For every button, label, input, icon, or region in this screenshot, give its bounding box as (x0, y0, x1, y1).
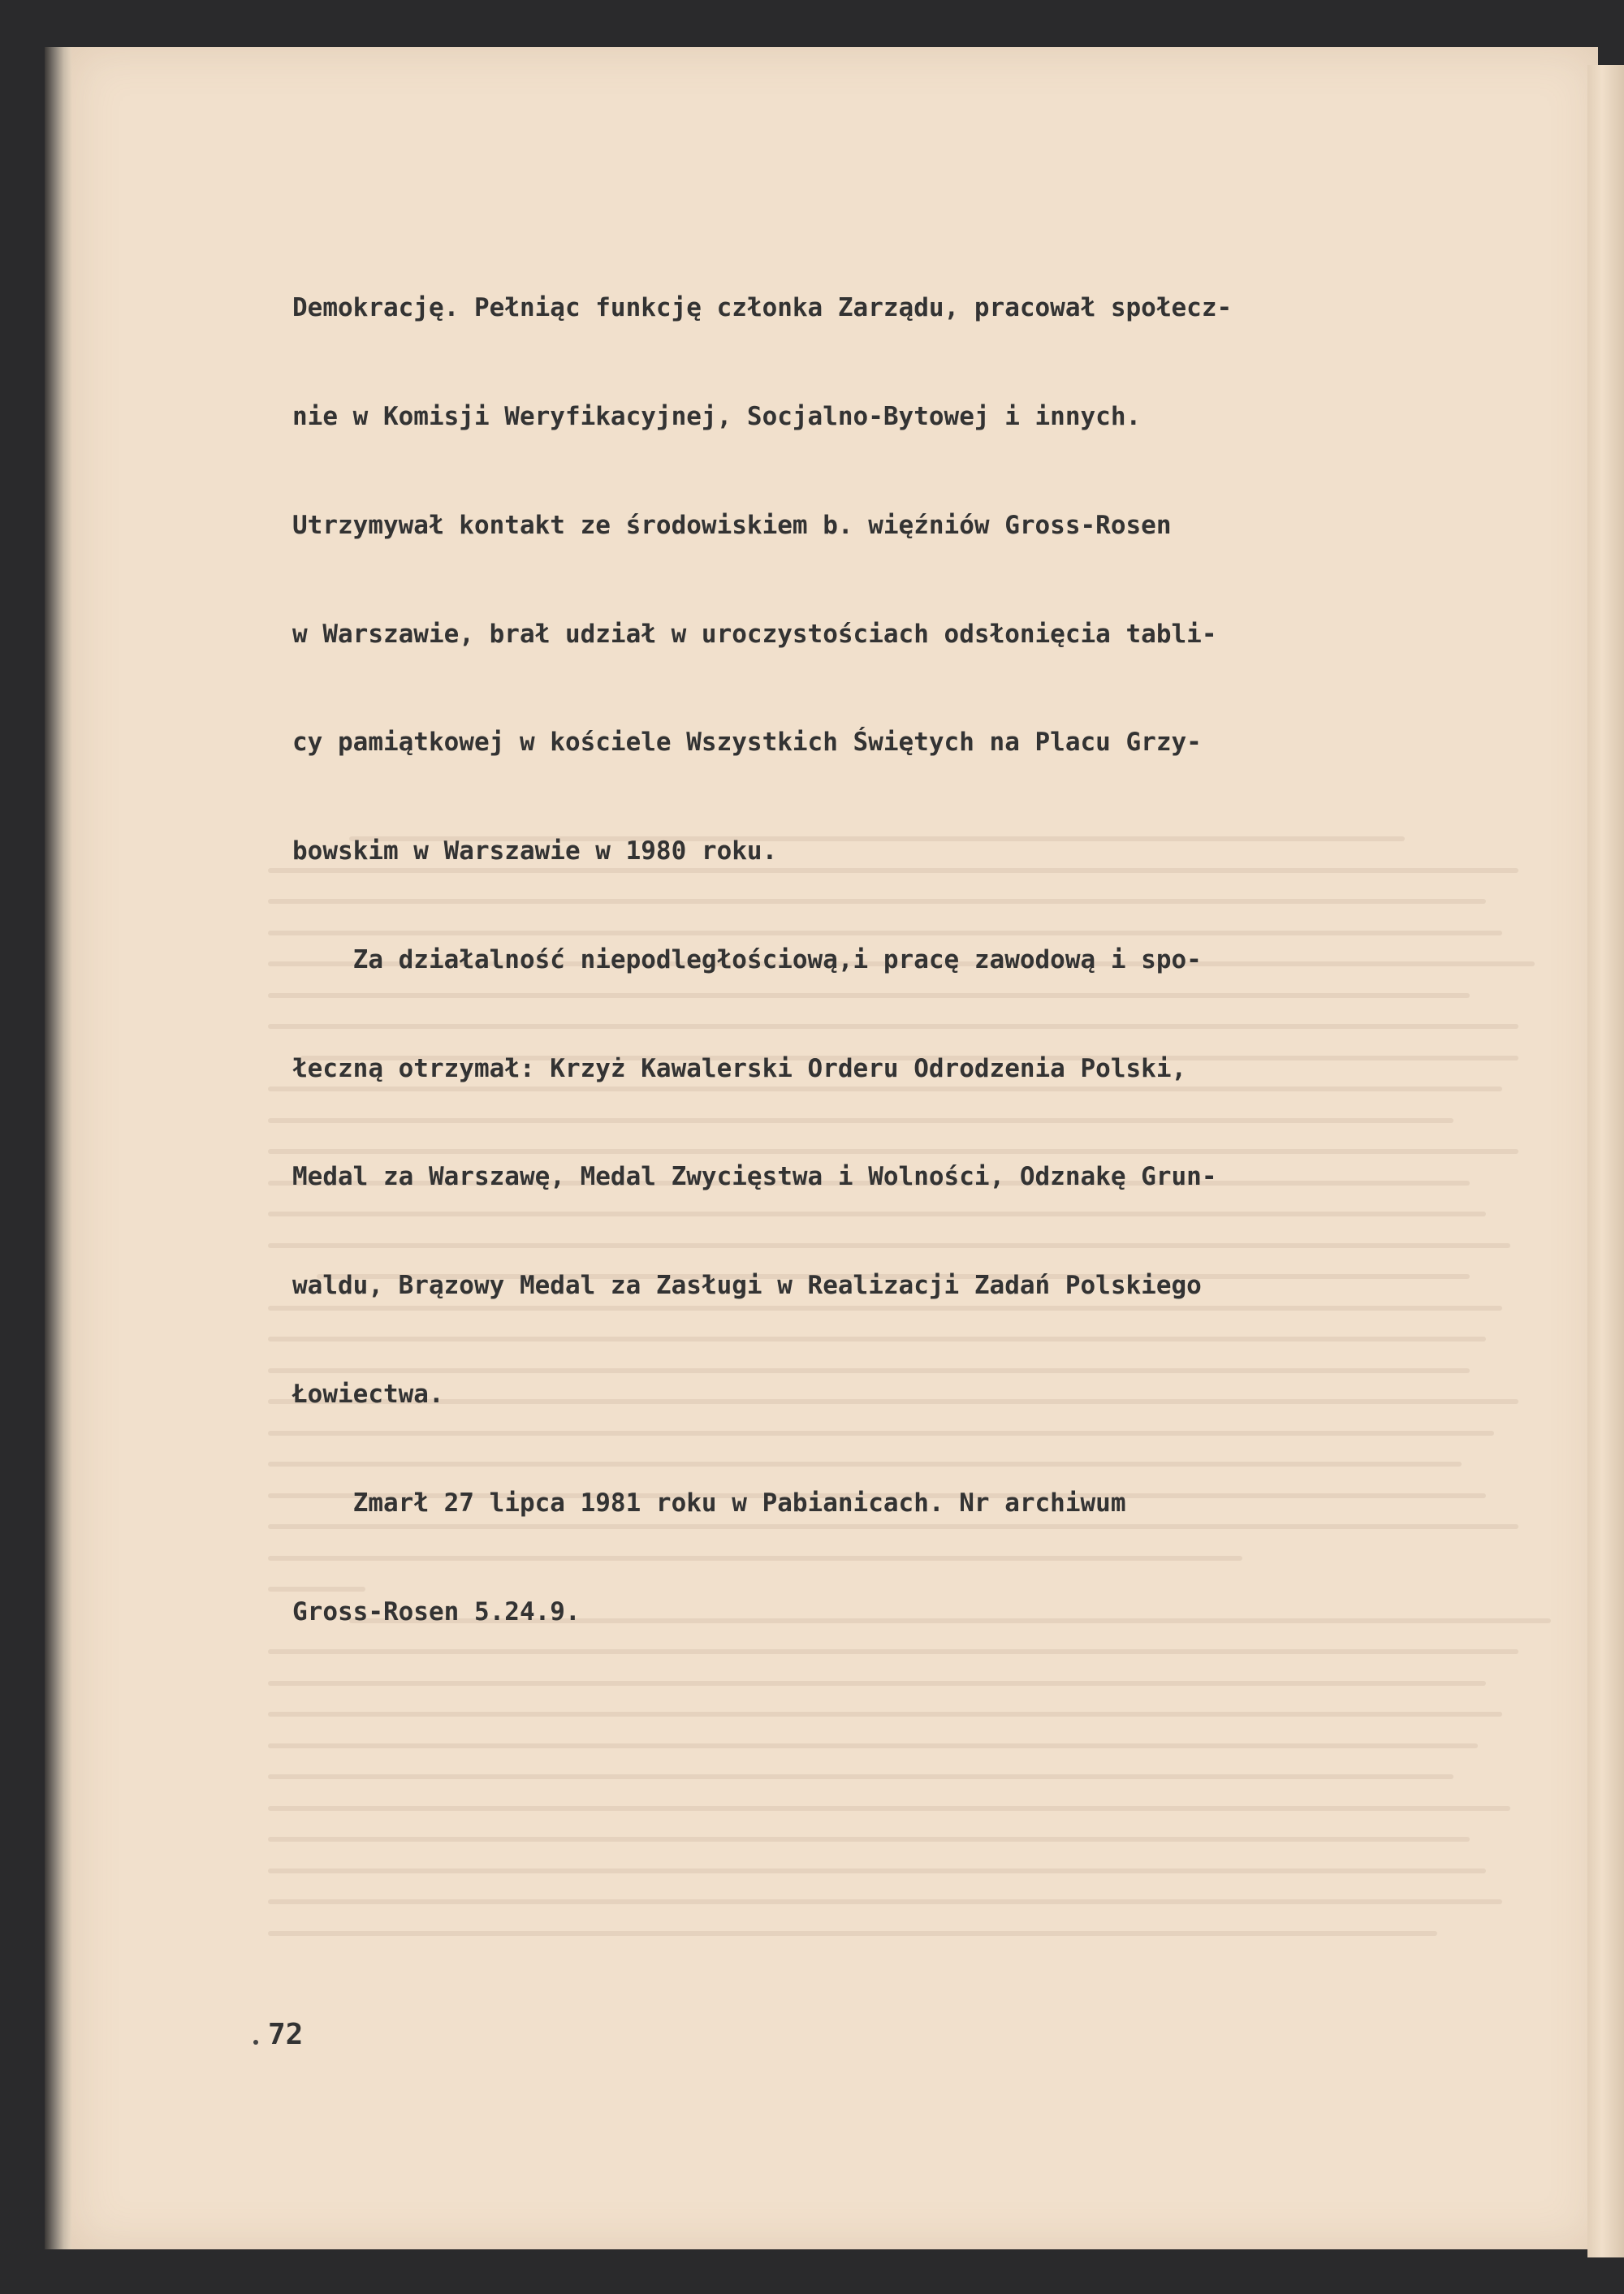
page-edge (45, 47, 72, 2249)
ghost-line (268, 1837, 1470, 1842)
text-line: Medal za Warszawę, Medal Zwycięstwa i Wolności, Odznakę Grun- (292, 1162, 1217, 1192)
text-line: Gross-Rosen 5.24.9. (292, 1596, 581, 1627)
text-line: waldu, Brązowy Medal za Zasługi w Realizacji Zadań Polskiego (292, 1271, 1202, 1301)
text-line: łeczną otrzymał: Krzyż Kawalerski Orderu Odrodzenia Polski, (292, 1053, 1187, 1083)
text-line: w Warszawie, brał udział w uroczystościach odsłonięcia tabli- (292, 619, 1217, 649)
text-line: Łowiectwa. (292, 1380, 444, 1409)
ghost-line (268, 1712, 1502, 1717)
book-spine (1587, 65, 1624, 2257)
text-line: nie w Komisji Weryfikacyjnej, Socjalno-Bytowej i innych. (292, 401, 1142, 431)
ghost-line (268, 1931, 1437, 1936)
ghost-line (268, 1806, 1510, 1811)
text-line: Zmarł 27 lipca 1981 roku w Pabianicach. Nr archiwum (292, 1488, 1126, 1518)
text-line: Demokrację. Pełniąc funkcję członka Zarządu, pracował społecz- (292, 293, 1233, 323)
margin-dot (253, 2040, 258, 2045)
text-line: Utrzymywał kontakt ze środowiskiem b. więźniów Gross-Rosen (292, 510, 1172, 540)
ghost-line (268, 1681, 1486, 1686)
ghost-line (268, 1743, 1478, 1748)
text-line: Za działalność niepodległościową,i pracę zawodową i spo- (292, 944, 1202, 974)
text-line: cy pamiątkowej w kościele Wszystkich Świętych na Placu Grzy- (292, 728, 1202, 758)
body-text (292, 218, 1527, 1666)
ghost-line (268, 1899, 1502, 1904)
ghost-line (268, 1774, 1453, 1779)
page-number: 72 (268, 2018, 304, 2051)
ghost-line (268, 1868, 1486, 1873)
text-line: bowskim w Warszawie w 1980 roku. (292, 836, 778, 866)
